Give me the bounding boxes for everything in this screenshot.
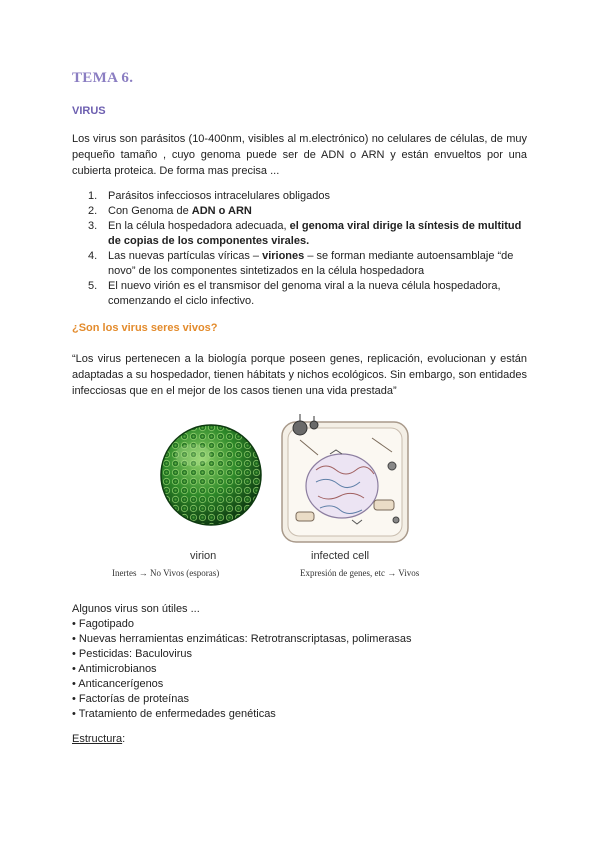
list-text-bold: ADN o ARN xyxy=(191,205,252,217)
numbered-list xyxy=(72,189,527,309)
list-item xyxy=(72,249,527,279)
page-title: TEMA 6. xyxy=(72,70,134,86)
list-text-bold: el genoma viral dirige la síntesis de multitud de copias de los componentes virales. xyxy=(108,220,522,247)
list-text: Con Genoma de xyxy=(108,205,192,217)
structure-colon: : xyxy=(122,733,126,745)
list-item xyxy=(72,279,527,309)
infected-cell-image xyxy=(282,414,408,542)
list-item: • Factorías de proteínas xyxy=(72,693,189,705)
list-text-bold: viriones xyxy=(262,250,305,262)
list-number: 1. xyxy=(88,190,98,202)
list-number: 2. xyxy=(88,205,98,217)
list-item: • Tratamiento de enfermedades genéticas xyxy=(72,708,276,720)
uses-intro: Algunos virus son útiles ... xyxy=(72,603,200,615)
virion-label: virion xyxy=(190,550,217,562)
list-text: En la célula hospedadora adecuada, xyxy=(108,220,290,232)
list-item: • Pesticidas: Baculovirus xyxy=(72,648,193,660)
infected-cell-caption: Expresión de genes, etc → Vivos xyxy=(300,568,420,578)
virion-image xyxy=(161,425,261,525)
intro-paragraph: Los virus son parásitos (10-400nm, visibles al m.electrónico) no celulares de células, de muy pequeño tamaño , cuyo genoma puede ser de ADN o ARN y están envueltos por una cubierta proteica. De forma mas precisa ... xyxy=(72,133,527,177)
section-heading: VIRUS xyxy=(72,105,106,117)
list-item: • Antimicrobianos xyxy=(72,663,157,675)
structure-heading: Estructura xyxy=(72,733,123,745)
uses-section xyxy=(72,602,527,722)
list-text: – se forman mediante autoensamblaje “de novo” de los componentes sintetizados en la célula hospedadora xyxy=(108,250,514,277)
uses-list xyxy=(72,617,527,722)
list-item xyxy=(72,204,527,219)
question-heading: ¿Son los virus seres vivos? xyxy=(72,322,218,334)
list-item: • Anticancerígenos xyxy=(72,678,164,690)
list-number: 5. xyxy=(88,280,98,292)
list-item xyxy=(72,219,527,249)
list-item xyxy=(72,189,527,204)
list-number: 3. xyxy=(88,220,98,232)
virion-caption: Inertes → No Vivos (esporas) xyxy=(112,568,220,578)
quote-paragraph: “Los virus pertenecen a la biología porque poseen genes, replicación, evolucionan y están adaptadas a su hospedador, tienen hábitats y nichos ecológicos. Sin embargo, son entidades infecciosas que en el mejor de los casos tienen una vida prestada” xyxy=(72,353,527,397)
list-item: • Nuevas herramientas enzimáticas: Retrotranscriptasas, polimerasas xyxy=(72,633,412,645)
structure-heading-wrap xyxy=(72,733,125,745)
list-text: Parásitos infecciosos intracelulares obligados xyxy=(108,190,330,202)
list-item: • Fagotipado xyxy=(72,618,134,630)
list-text: El nuevo virión es el transmisor del genoma viral a la nueva célula hospedadora, comenzando el ciclo infectivo. xyxy=(108,280,501,307)
list-number: 4. xyxy=(88,250,98,262)
list-text: Las nuevas partículas víricas – xyxy=(108,250,263,262)
infected-cell-label: infected cell xyxy=(311,550,370,562)
